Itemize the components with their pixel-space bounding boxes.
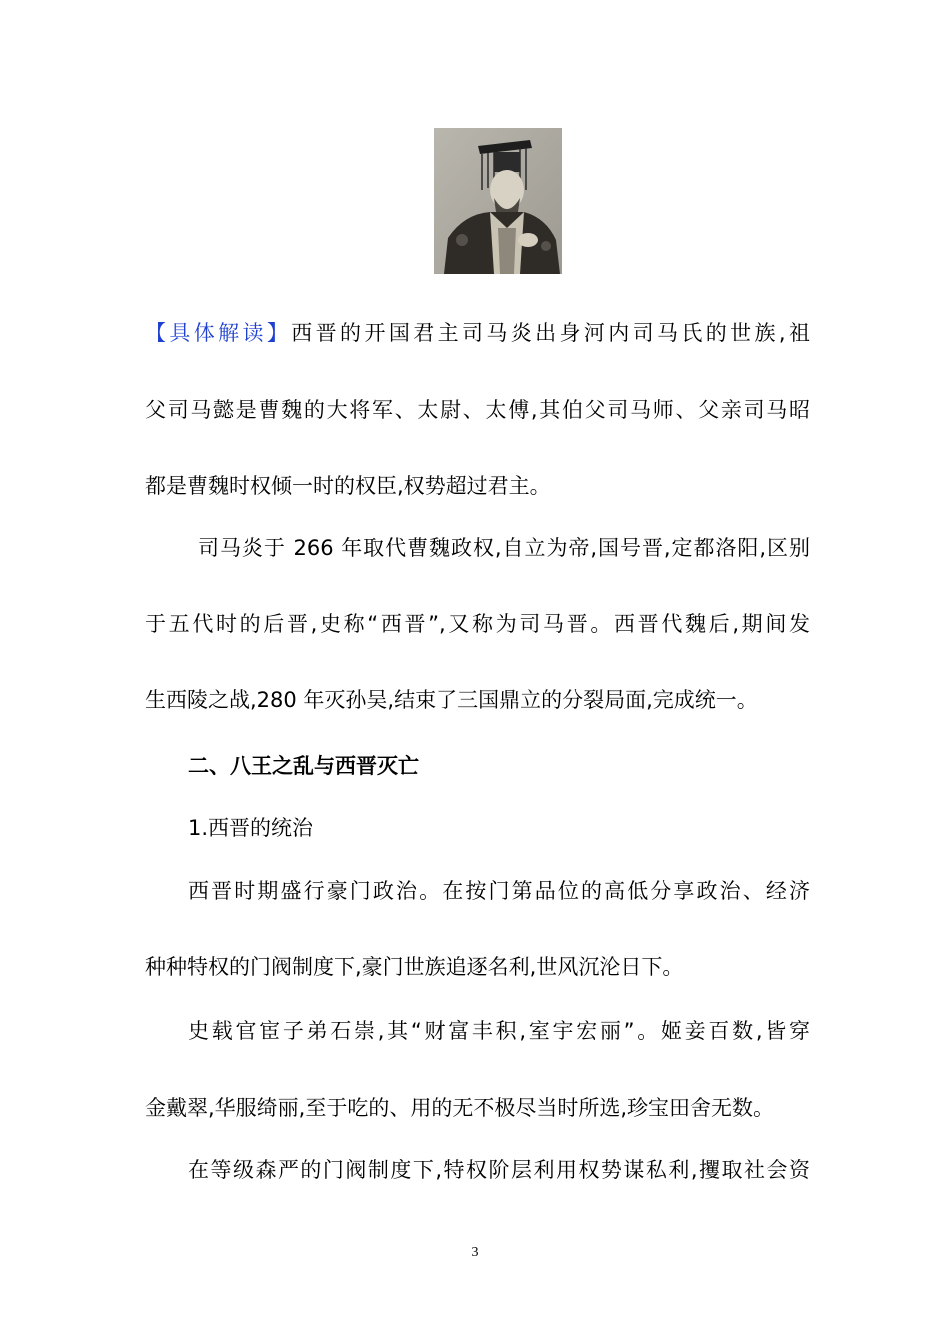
- text-line-1-content: 西晋的开国君主司马炎出身河内司马氏的世族,祖: [291, 321, 810, 345]
- text-line-11: 史载官宦子弟石崇,其“财富丰积,室宇宏丽”。姬妾百数,皆穿: [188, 1019, 810, 1043]
- section-label: 【具体解读】: [145, 321, 292, 345]
- text-line-9: 西晋时期盛行豪门政治。在按门第品位的高低分享政治、经济: [188, 879, 810, 903]
- text-line-13: 在等级森严的门阀制度下,特权阶层利用权势谋私利,攫取社会资: [188, 1158, 810, 1182]
- page-number: 3: [471, 1245, 479, 1260]
- text-line-5: 于五代时的后晋,史称“西晋”,又称为司马晋。西晋代魏后,期间发: [145, 612, 810, 636]
- text-line-1: [145, 318, 810, 348]
- text-line-3: 都是曹魏时权倾一时的权臣,权势超过君主。: [145, 474, 551, 498]
- text-line-6: 生西陵之战,280 年灭孙吴,结束了三国鼎立的分裂局面,完成统一。: [145, 688, 758, 712]
- subsection-heading: 1.西晋的统治: [188, 816, 314, 840]
- text-line-2: 父司马懿是曹魏的大将军、太尉、太傅,其伯父司马师、父亲司马昭: [145, 398, 810, 422]
- section-heading: 二、八王之乱与西晋灭亡: [188, 754, 419, 778]
- emperor-portrait-image: [434, 128, 562, 274]
- text-line-10: 种种特权的门阀制度下,豪门世族追逐名利,世风沉沦日下。: [145, 955, 684, 979]
- text-line-4: 司马炎于 266 年取代曹魏政权,自立为帝,国号晋,定都洛阳,区别: [198, 536, 810, 560]
- text-line-12: 金戴翠,华服绮丽,至于吃的、用的无不极尽当时所选,珍宝田舍无数。: [145, 1096, 775, 1120]
